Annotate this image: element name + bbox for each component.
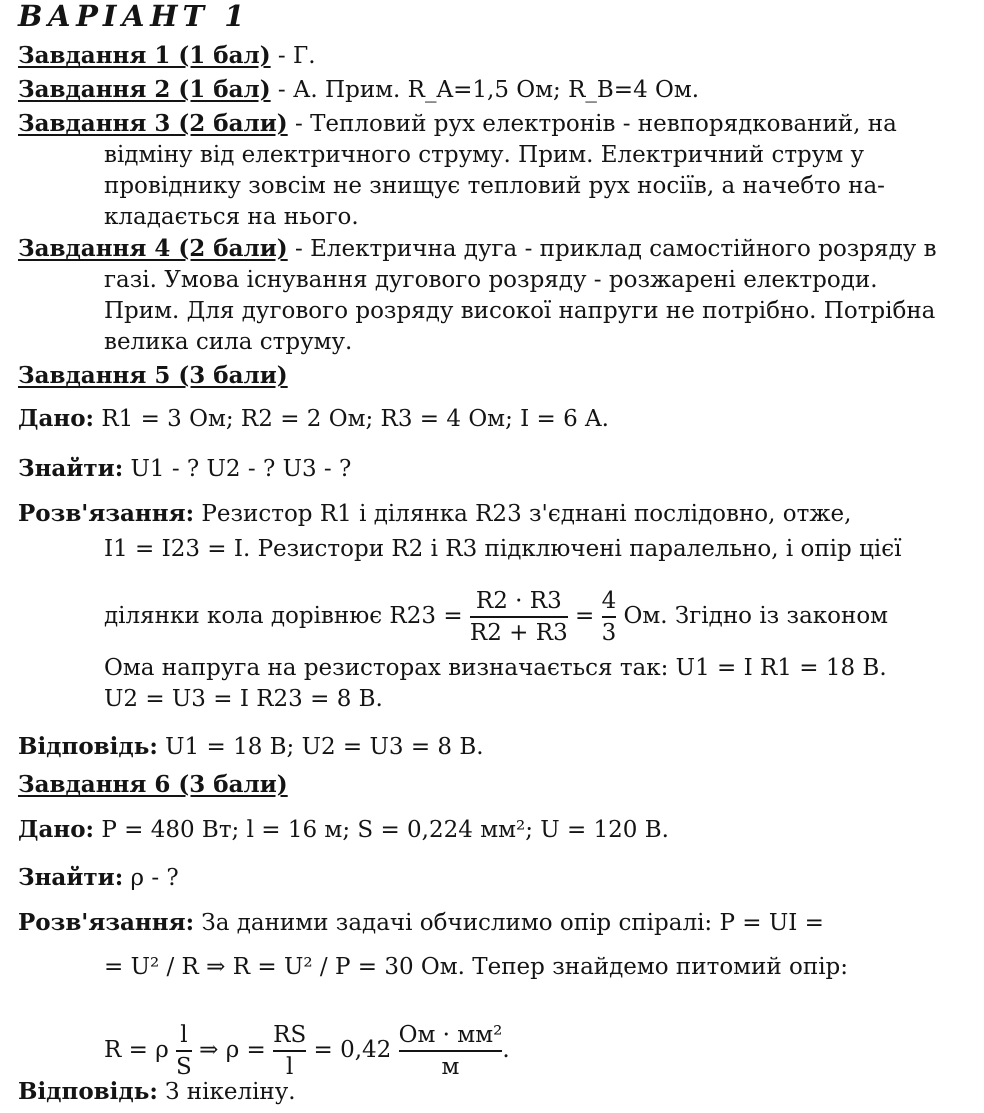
task-2 <box>18 76 699 104</box>
fraction-denominator: м <box>441 1054 460 1080</box>
answer-text: З нікеліну. <box>157 1079 296 1105</box>
r23-unit-text: Ом. Згідно із законом <box>616 603 889 629</box>
task-5-solution-line-4: Ома напруга на резисторах визначається так: U1 = I R1 = 18 В. <box>104 655 887 681</box>
fraction-rs-over-l <box>273 1020 306 1082</box>
fraction-numerator: 4 <box>602 586 617 618</box>
fraction-numerator: l <box>176 1020 192 1052</box>
task-6-solution-line-1 <box>18 909 824 937</box>
task-3-line-3: провіднику зовсім не знищує тепловий рух носіїв, а начебто на- <box>104 173 885 199</box>
task-1 <box>18 42 316 70</box>
find-values: U1 - ? U2 - ? U3 - ? <box>123 456 352 482</box>
task-2-answer: - А. Прим. R_A=1,5 Ом; R_B=4 Ом. <box>270 77 700 103</box>
task-1-label: Завдання 1 (1 бал) <box>18 42 271 69</box>
find-values: ρ - ? <box>123 865 179 891</box>
task-4-label: Завдання 4 (2 бали) <box>18 235 288 262</box>
given-label: Дано: <box>18 816 95 843</box>
task-6-formula <box>104 1020 510 1082</box>
fraction-unit <box>399 1020 503 1082</box>
find-label: Знайти: <box>18 864 124 891</box>
solution-text: За даними задачі обчислимо опір спіралі: P = UI = <box>194 910 824 936</box>
task-4-text: - Електрична дуга - приклад самостійного розряду в <box>287 236 937 262</box>
task-4-line-4: велика сила струму. <box>104 329 353 355</box>
task-1-answer: - Г. <box>270 43 316 69</box>
solution-label: Розв'язання: <box>18 500 195 527</box>
task-3-label: Завдання 3 (2 бали) <box>18 110 288 137</box>
given-values: R1 = 3 Ом; R2 = 2 Ом; R3 = 4 Ом; I = 6 A. <box>94 406 609 432</box>
answer-text: U1 = 18 В; U2 = U3 = 8 В. <box>157 734 484 760</box>
task-6-label <box>18 771 288 799</box>
r23-label: ділянки кола дорівнює R23 = <box>104 603 463 629</box>
fraction-l-over-s <box>176 1020 192 1082</box>
answer-label: Відповідь: <box>18 733 158 760</box>
task-2-label: Завдання 2 (1 бал) <box>18 76 271 103</box>
formula-end: . <box>502 1037 510 1063</box>
fraction-r23 <box>470 586 568 648</box>
task-3-line-2: відміну від електричного струму. Прим. Електричний струм у <box>104 142 865 168</box>
task-3-line-1 <box>18 110 897 138</box>
task-3-text: - Тепловий рух електронів - невпорядкований, на <box>287 111 897 137</box>
task-3-line-4: кладається на нього. <box>104 204 359 230</box>
task-6-solution-line-2: = U² / R ⇒ R = U² / P = 30 Ом. Тепер знайдемо питомий опір: <box>104 954 849 980</box>
task-4-line-3: Прим. Для дугового розряду високої напруги не потрібно. Потрібна <box>104 298 936 324</box>
fraction-denominator: 3 <box>601 620 617 646</box>
task-4-line-2: газі. Умова існування дугового розряду - розжарені електроди. <box>104 267 878 293</box>
fraction-numerator: RS <box>273 1020 306 1052</box>
formula-result: = 0,42 <box>306 1037 399 1063</box>
task-5-label <box>18 362 288 390</box>
solution-label: Розв'язання: <box>18 909 195 936</box>
task-6-heading: Завдання 6 (3 бали) <box>18 771 288 798</box>
fraction-denominator: S <box>176 1054 192 1080</box>
task-5-solution-line-1 <box>18 500 851 528</box>
formula-implies: ⇒ ρ = <box>191 1037 274 1063</box>
formula-r: R = ρ <box>104 1037 169 1063</box>
task-4-line-1 <box>18 235 937 263</box>
task-5-answer <box>18 733 484 761</box>
fraction-denominator: R2 + R3 <box>469 620 568 646</box>
equals-sign: = <box>567 603 602 629</box>
task-5-solution-line-2: I1 = I23 = I. Резистори R2 і R3 підключені паралельно, і опір цієї <box>104 536 902 562</box>
task-6-given <box>18 816 669 844</box>
task-5-solution-line-3 <box>104 586 888 648</box>
fraction-numerator: R2 · R3 <box>470 586 568 618</box>
task-6-answer <box>18 1078 296 1106</box>
given-values: P = 480 Вт; l = 16 м; S = 0,224 мм²; U = 120 В. <box>94 817 669 843</box>
task-5-solution-line-5: U2 = U3 = I R23 = 8 В. <box>104 686 383 712</box>
fraction-numerator: Ом · мм² <box>399 1020 503 1052</box>
find-label: Знайти: <box>18 455 124 482</box>
task-5-find <box>18 455 351 483</box>
task-6-find <box>18 864 179 892</box>
task-5-heading: Завдання 5 (3 бали) <box>18 362 288 389</box>
solution-text: Резистор R1 і ділянка R23 з'єднані послідовно, отже, <box>194 501 852 527</box>
given-label: Дано: <box>18 405 95 432</box>
task-5-given <box>18 405 609 433</box>
fraction-denominator: l <box>285 1054 294 1080</box>
answer-label: Відповідь: <box>18 1078 158 1105</box>
fraction-value <box>602 586 617 648</box>
variant-title: ВАРІАНТ 1 <box>18 0 250 33</box>
